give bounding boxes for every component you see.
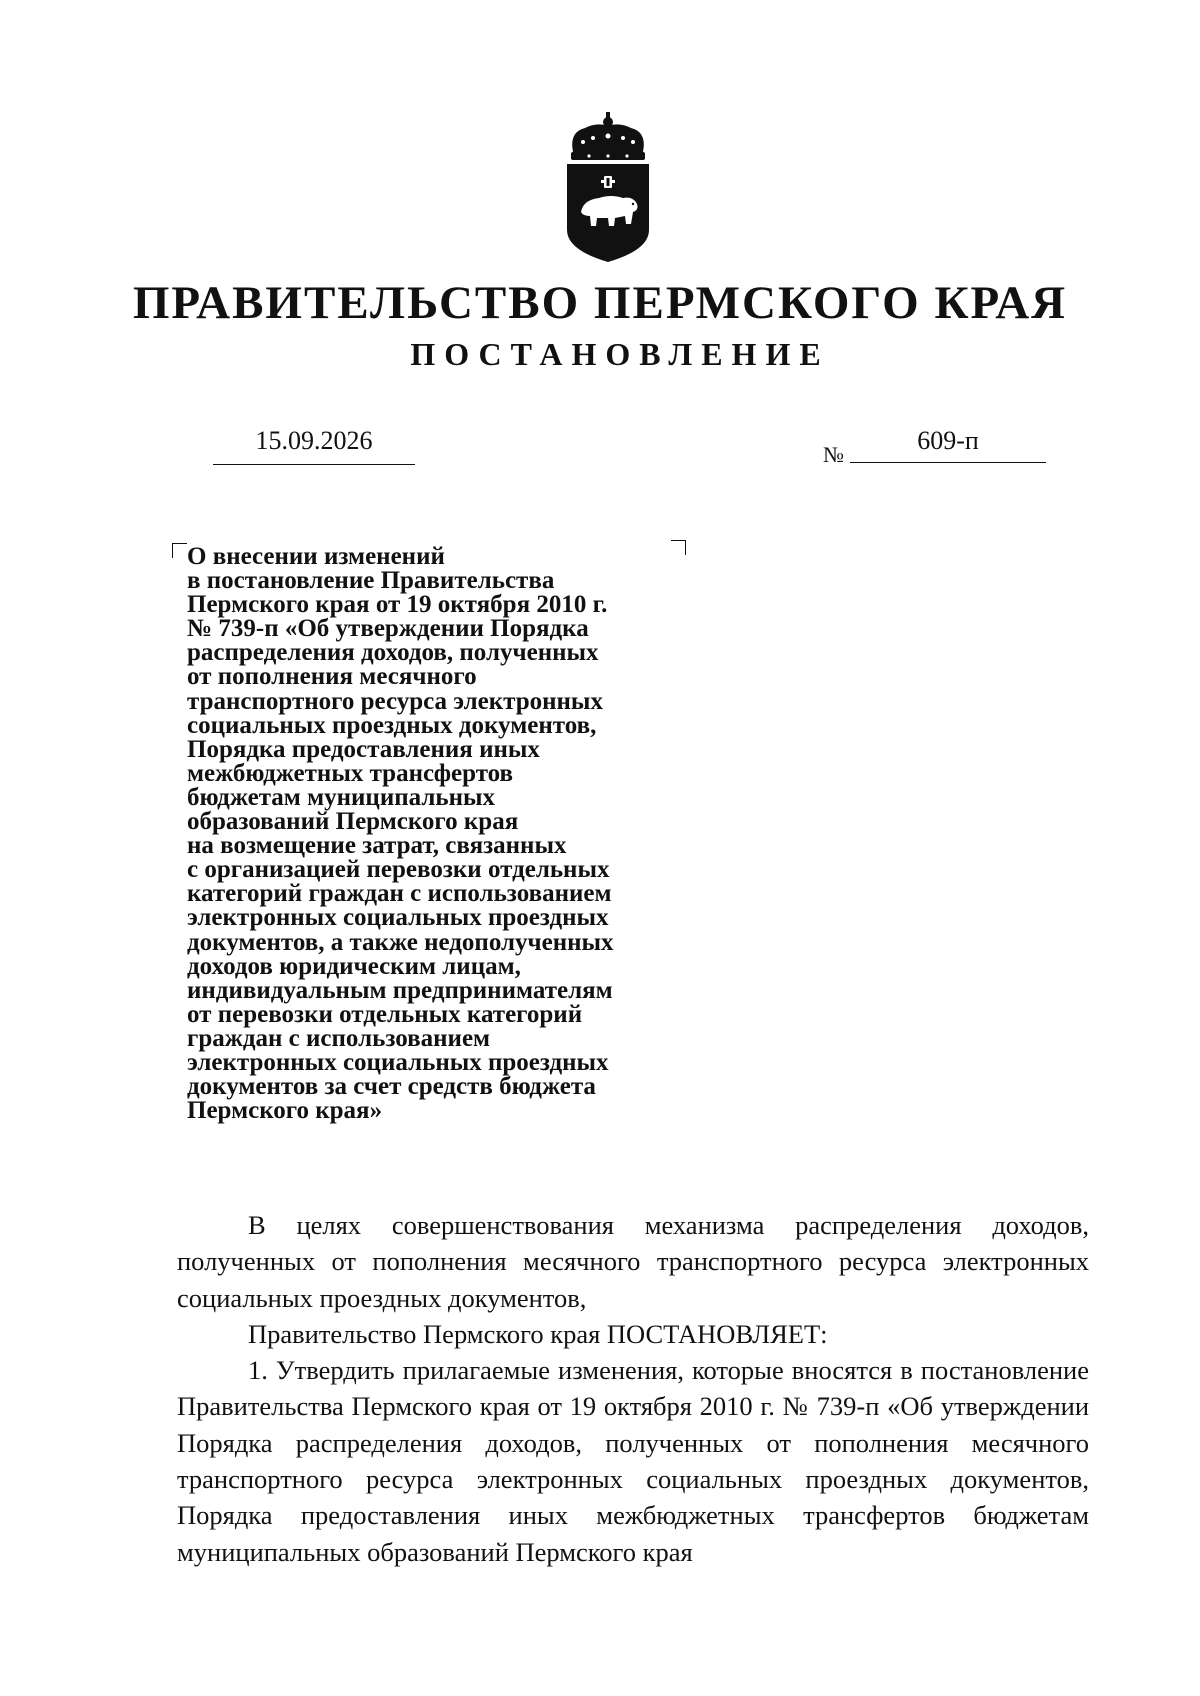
subject-line: О внесении изменений [187, 543, 445, 570]
subject-line: Пермского края от 19 октября 2010 г. [187, 591, 608, 619]
body-paragraph: В целях совершенствования механизма распределения доходов, полученных от пополнения месячного транспортного ресурса электронных социальных проездных документов, [177, 1210, 1089, 1313]
subject-line: документов, а также недополученных [187, 928, 614, 956]
subject-line: Порядка предоставления иных [187, 735, 540, 763]
organization-title: ПРАВИТЕЛЬСТВО ПЕРМСКОГО КРАЯ [132, 277, 1068, 329]
subject-line: с организацией перевозки отдельных [187, 856, 610, 884]
subject-line: документов за счет средств бюджета [187, 1073, 596, 1101]
perm-krai-coat-of-arms-icon [559, 112, 657, 266]
subject-line: бюджетам муниципальных [187, 783, 496, 811]
subject-line: доходов юридическим лицам, [187, 952, 521, 980]
subject-line: распределения доходов, полученных [187, 639, 599, 667]
subject-line: категорий граждан с использованием [187, 880, 612, 908]
subject-line: в постановление Правительства [187, 567, 555, 595]
subject-line: на возмещение затрат, связанных [187, 832, 567, 860]
document-date: 15.09.2026 [255, 426, 373, 455]
document-body [177, 1207, 1089, 1570]
number-sign: № [823, 442, 844, 467]
document-type-heading: ПОСТАНОВЛЕНИЕ [410, 336, 830, 372]
document-number: 609-п [917, 426, 979, 455]
body-paragraph: Правительство Пермского края ПОСТАНОВЛЯЕТ: [248, 1318, 828, 1349]
subject-line: граждан с использованием [187, 1024, 491, 1052]
subject-line: от перевозки отдельных категорий [187, 1000, 583, 1028]
subject-line: № 739-п «Об утверждении Порядка [187, 615, 589, 643]
document-subject [187, 545, 707, 1123]
subject-line: электронных социальных проездных [187, 904, 609, 932]
subject-line: индивидуальным предпринимателям [187, 976, 613, 1004]
subject-corner-mark-left [172, 543, 187, 558]
subject-line: транспортного ресурса электронных [187, 687, 603, 715]
number-underline [850, 462, 1046, 463]
subject-line: социальных проездных документов, [187, 711, 597, 739]
subject-line: образований Пермского края [187, 808, 519, 836]
body-paragraph: 1. Утвердить прилагаемые изменения, которые вносятся в постановление Правительства Пермского края от 19 октября 2010 г. № 739-п «Об утверждении Порядка распределения доходов, полученных от пополнения месячного транспортного ресурса электронных социальных проездных документов, Порядка предоставления иных межбюджетных трансфертов бюджетам муниципальных образований Пермского края [177, 1355, 1089, 1567]
subject-line: Пермского края» [187, 1097, 383, 1125]
subject-line: от пополнения месячного [187, 663, 477, 691]
subject-line: межбюджетных трансфертов [187, 759, 514, 787]
date-underline [213, 464, 415, 465]
subject-line: электронных социальных проездных [187, 1048, 609, 1076]
